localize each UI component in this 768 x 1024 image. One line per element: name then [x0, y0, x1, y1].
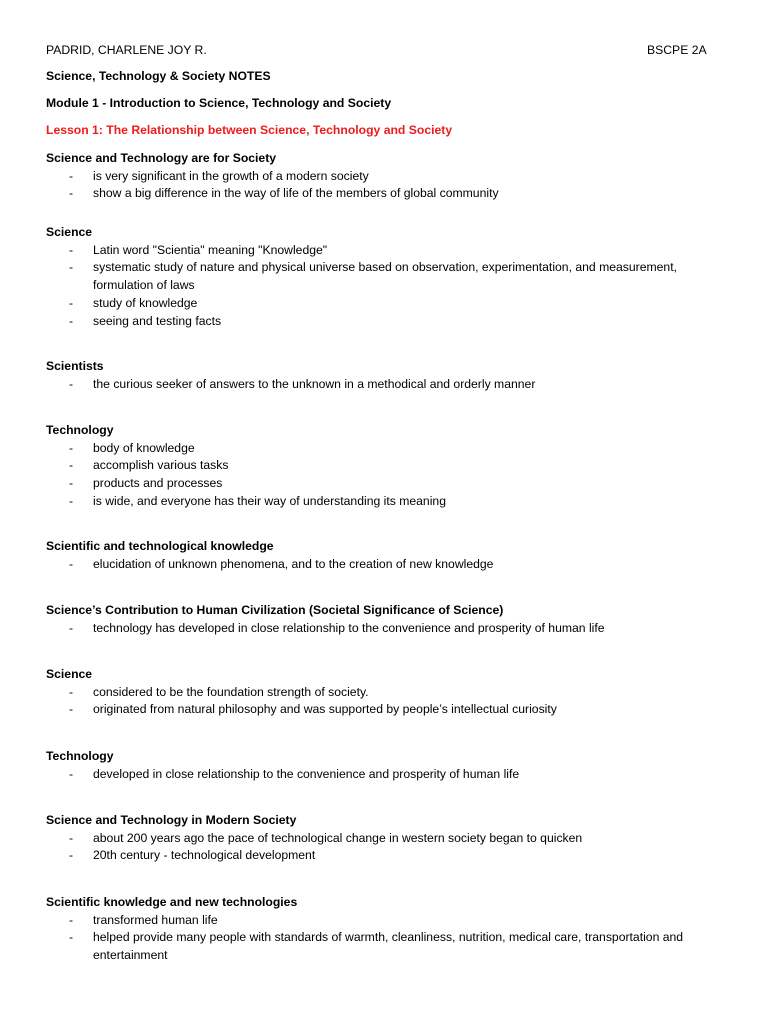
- bullet-list: [46, 912, 726, 965]
- list-item: [46, 684, 726, 702]
- list-item: [46, 766, 726, 784]
- module-title: Module 1 - Introduction to Science, Technology and Society: [46, 96, 392, 110]
- bullet-text: 20th century - technological development: [93, 848, 316, 863]
- bullet-dash: -: [69, 702, 74, 717]
- bullet-dash: -: [69, 168, 74, 183]
- list-item: [46, 912, 726, 930]
- bullet-dash: -: [69, 376, 74, 391]
- bullet-dash: -: [69, 260, 74, 275]
- bullet-text: considered to be the foundation strength of society.: [93, 684, 369, 699]
- list-item: [46, 295, 726, 313]
- bullet-text: helped provide many people with standards of warmth, cleanliness, nutrition, medical care, transportation and entertainment: [93, 930, 684, 963]
- bullet-text: technology has developed in close relationship to the convenience and prosperity of human life: [93, 620, 605, 635]
- bullet-text: developed in close relationship to the convenience and prosperity of human life: [93, 766, 520, 781]
- bullet-text: elucidation of unknown phenomena, and to the creation of new knowledge: [93, 556, 494, 571]
- bullet-text: body of knowledge: [93, 440, 195, 455]
- list-item: [46, 830, 726, 848]
- bullet-list: [46, 168, 726, 203]
- bullet-text: the curious seeker of answers to the unknown in a methodical and orderly manner: [93, 376, 536, 391]
- lesson-title: Lesson 1: The Relationship between Science, Technology and Society: [46, 123, 453, 137]
- class-section: BSCPE 2A: [647, 43, 707, 57]
- bullet-list: [46, 376, 726, 394]
- list-item: [46, 259, 726, 294]
- section-title: Science: [46, 225, 93, 239]
- list-item: [46, 242, 726, 260]
- section-scientific-technological-knowledge: [46, 538, 726, 573]
- list-item: [46, 440, 726, 458]
- section-scientists: [46, 358, 726, 393]
- bullet-text: originated from natural philosophy and was supported by people’s intellectual curiosity: [93, 702, 557, 717]
- bullet-text: is wide, and everyone has their way of understanding its meaning: [93, 493, 446, 508]
- bullet-dash: -: [69, 458, 74, 473]
- bullet-text: products and processes: [93, 476, 223, 491]
- list-item: [46, 493, 726, 511]
- section-technology: [46, 422, 726, 511]
- section-new-technologies: [46, 894, 726, 965]
- bullet-dash: -: [69, 684, 74, 699]
- bullet-text: about 200 years ago the pace of technological change in western society began to quicken: [93, 830, 583, 845]
- bullet-dash: -: [69, 830, 74, 845]
- list-item: [46, 847, 726, 865]
- list-item: [46, 929, 726, 964]
- section-technology-2: [46, 748, 726, 783]
- bullet-text: accomplish various tasks: [93, 458, 229, 473]
- bullet-dash: -: [69, 242, 74, 257]
- section-science-technology-society: [46, 150, 726, 203]
- section-title: Scientific knowledge and new technologies: [46, 895, 298, 909]
- bullet-text: transformed human life: [93, 912, 218, 927]
- bullet-list: [46, 440, 726, 511]
- section-science-contribution: [46, 602, 726, 637]
- bullet-dash: -: [69, 440, 74, 455]
- bullet-list: [46, 766, 726, 784]
- bullet-dash: -: [69, 186, 74, 201]
- bullet-dash: -: [69, 556, 74, 571]
- bullet-dash: -: [69, 848, 74, 863]
- list-item: [46, 475, 726, 493]
- bullet-dash: -: [69, 766, 74, 781]
- list-item: [46, 556, 726, 574]
- bullet-list: [46, 242, 726, 331]
- list-item: [46, 620, 726, 638]
- list-item: [46, 376, 726, 394]
- section-title: Scientific and technological knowledge: [46, 539, 274, 553]
- bullet-dash: -: [69, 930, 74, 945]
- section-science: [46, 224, 726, 330]
- bullet-dash: -: [69, 620, 74, 635]
- section-title: Science’s Contribution to Human Civilization (Societal Significance of Science): [46, 603, 504, 617]
- section-science-2: [46, 666, 726, 719]
- bullet-list: [46, 684, 726, 719]
- document-title: Science, Technology & Society NOTES: [46, 69, 271, 83]
- bullet-dash: -: [69, 476, 74, 491]
- bullet-text: systematic study of nature and physical universe based on observation, experimentation, and measurement, formulation of laws: [93, 260, 677, 293]
- bullet-dash: -: [69, 295, 74, 310]
- list-item: [46, 457, 726, 475]
- section-title: Technology: [46, 423, 114, 437]
- bullet-dash: -: [69, 912, 74, 927]
- bullet-list: [46, 830, 726, 865]
- list-item: [46, 168, 726, 186]
- bullet-text: study of knowledge: [93, 295, 198, 310]
- bullet-list: [46, 620, 726, 638]
- list-item: [46, 701, 726, 719]
- bullet-text: seeing and testing facts: [93, 313, 222, 328]
- section-title: Science and Technology in Modern Society: [46, 813, 297, 827]
- section-title: Scientists: [46, 359, 104, 373]
- bullet-dash: -: [69, 493, 74, 508]
- bullet-text: Latin word "Scientia" meaning "Knowledge": [93, 242, 328, 257]
- section-title: Technology: [46, 749, 114, 763]
- list-item: [46, 185, 726, 203]
- section-modern-society: [46, 812, 726, 865]
- list-item: [46, 313, 726, 331]
- bullet-text: show a big difference in the way of life of the members of global community: [93, 186, 499, 201]
- section-title: Science and Technology are for Society: [46, 151, 277, 165]
- student-name: PADRID, CHARLENE JOY R.: [46, 43, 207, 57]
- bullet-list: [46, 556, 726, 574]
- section-title: Science: [46, 667, 93, 681]
- bullet-text: is very significant in the growth of a modern society: [93, 168, 369, 183]
- bullet-dash: -: [69, 313, 74, 328]
